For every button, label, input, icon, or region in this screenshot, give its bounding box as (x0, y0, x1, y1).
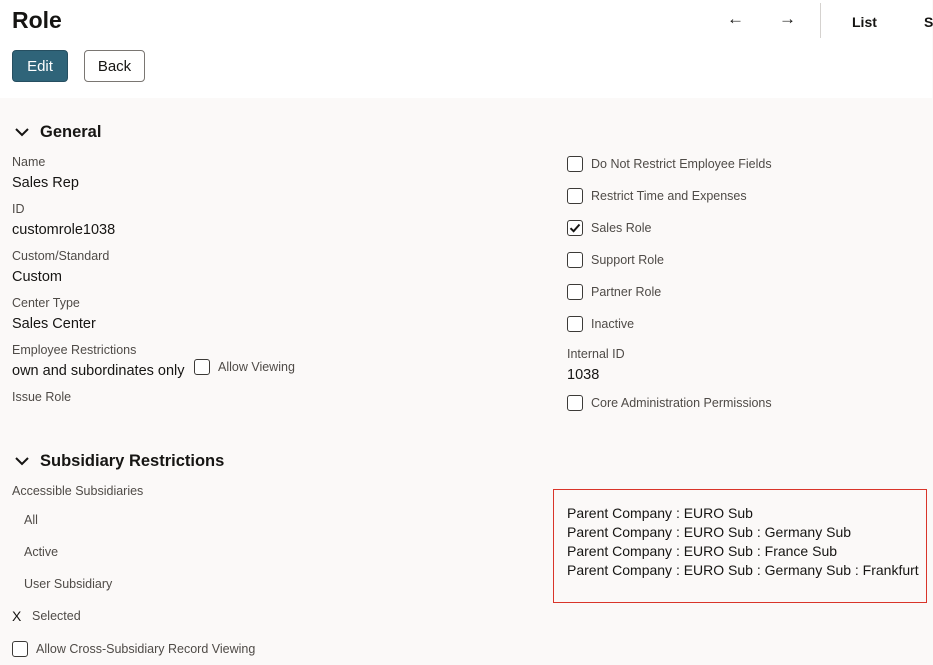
chevron-down-icon (12, 122, 32, 142)
center-type-label: Center Type (12, 296, 80, 310)
custom-standard-label: Custom/Standard (12, 249, 110, 263)
checkbox-label: Sales Role (591, 221, 652, 235)
core-admin-permissions-checkbox[interactable] (567, 395, 772, 411)
checkbox-label: Inactive (591, 317, 635, 331)
allow-cross-subsidiary-checkbox[interactable] (12, 641, 255, 657)
accessible-subsidiaries-label: Accessible Subsidiaries (12, 484, 144, 498)
partner-role-checkbox[interactable] (567, 284, 661, 300)
restrict-time-expenses-checkbox[interactable] (567, 188, 747, 204)
back-button[interactable]: Back (84, 50, 145, 82)
selected-subsidiaries-list (553, 489, 927, 603)
checkmark-icon (569, 222, 581, 234)
subsidiary-section-title: Subsidiary Restrictions (40, 451, 225, 470)
checkbox-box[interactable] (194, 359, 210, 375)
list-item: Parent Company : EURO Sub : France Sub (567, 543, 838, 559)
center-type-value: Sales Center (12, 316, 96, 332)
checkbox-box[interactable] (567, 395, 583, 411)
do-not-restrict-employee-fields-checkbox[interactable] (567, 156, 772, 172)
next-record-icon[interactable]: → (779, 9, 796, 28)
subsidiary-option-user-subsidiary[interactable]: User Subsidiary (24, 577, 113, 591)
checkbox-box[interactable] (567, 188, 583, 204)
previous-record-icon[interactable]: ← (727, 9, 744, 28)
checkbox-label: Do Not Restrict Employee Fields (591, 157, 772, 171)
selected-mark: X (12, 608, 22, 624)
search-link[interactable]: S (924, 14, 933, 30)
list-item: Parent Company : EURO Sub : Germany Sub : Frankfurt (567, 562, 919, 578)
checkbox-box[interactable] (567, 316, 583, 332)
checkbox-box[interactable] (567, 156, 583, 172)
general-section-toggle[interactable] (12, 122, 101, 142)
checkbox-label: Partner Role (591, 285, 662, 299)
internal-id-label: Internal ID (567, 347, 625, 361)
checkbox-box[interactable] (567, 252, 583, 268)
name-label: Name (12, 155, 46, 169)
subsidiary-option-active[interactable]: Active (24, 545, 59, 559)
list-item: Parent Company : EURO Sub : Germany Sub (567, 524, 852, 540)
checkbox-label: Restrict Time and Expenses (591, 189, 747, 203)
core-admin-permissions-label: Core Administration Permissions (591, 396, 772, 410)
checkbox-box[interactable] (567, 284, 583, 300)
employee-restrictions-label: Employee Restrictions (12, 343, 137, 357)
chevron-down-icon (12, 451, 32, 471)
checkbox-box[interactable] (12, 641, 28, 657)
custom-standard-value: Custom (12, 269, 62, 285)
sales-role-checkbox[interactable] (567, 220, 651, 236)
inactive-checkbox[interactable] (567, 316, 634, 332)
id-value: customrole1038 (12, 222, 116, 238)
employee-restrictions-value: own and subordinates only (12, 363, 185, 379)
id-label: ID (12, 202, 25, 216)
allow-viewing-checkbox[interactable] (194, 359, 295, 375)
issue-role-label: Issue Role (12, 390, 72, 404)
list-item: Parent Company : EURO Sub (567, 505, 753, 521)
name-value: Sales Rep (12, 175, 79, 191)
internal-id-value: 1038 (567, 367, 600, 383)
allow-viewing-label: Allow Viewing (218, 360, 295, 374)
general-section-title: General (40, 122, 102, 141)
subsidiary-option-selected[interactable]: Selected (32, 609, 81, 623)
header-bar (0, 0, 932, 98)
checkbox-box-checked[interactable] (567, 220, 583, 236)
support-role-checkbox[interactable] (567, 252, 664, 268)
page-title: Role (12, 7, 62, 33)
edit-button[interactable]: Edit (12, 50, 68, 82)
list-link[interactable]: List (852, 14, 877, 30)
allow-cross-subsidiary-label: Allow Cross-Subsidiary Record Viewing (36, 642, 256, 656)
nav-divider (820, 3, 821, 38)
subsidiary-option-all[interactable]: All (24, 513, 38, 527)
subsidiary-section-toggle[interactable] (12, 451, 224, 471)
checkbox-label: Support Role (591, 253, 664, 267)
